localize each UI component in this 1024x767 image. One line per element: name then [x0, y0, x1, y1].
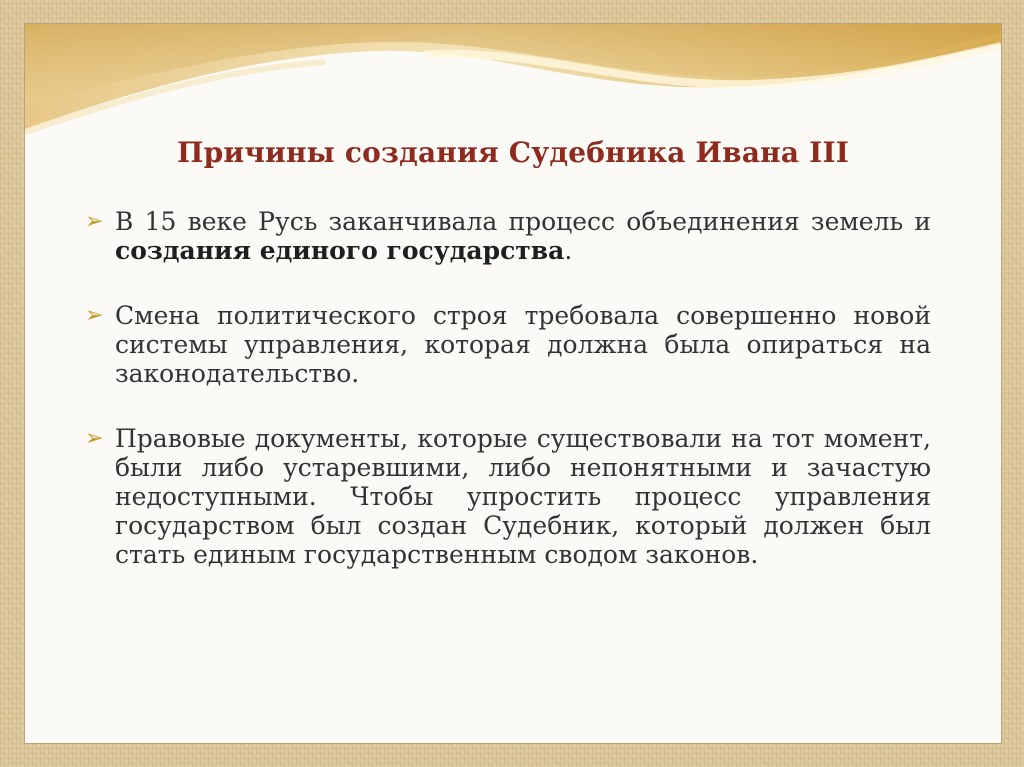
- bullet-text: [115, 301, 931, 388]
- bullet-text: [115, 424, 931, 569]
- arrow-bullet-icon: ➢: [85, 209, 104, 234]
- bullet-text-plain: Смена политического строя требовала совершенно новой системы управления, которая должна была опираться на законодательство.: [115, 301, 931, 388]
- arrow-bullet-icon: ➢: [85, 303, 104, 328]
- bullet-item: [85, 301, 931, 388]
- slide-title: Причины создания Судебника Ивана III: [176, 136, 850, 169]
- bullet-text: [115, 207, 931, 265]
- arrow-bullet-icon: ➢: [85, 426, 104, 451]
- bullet-text-bold: создания единого государства: [115, 236, 565, 265]
- slide: [24, 23, 1002, 744]
- bullet-item: [85, 207, 931, 265]
- bullet-text-plain: Правовые документы, которые существовали на тот момент, были либо устаревшими, либо непонятными и зачастую недоступными. Чтобы упростить процесс управления государством был создан Судебник, который должен был стать единым государственным сводом законов.: [115, 424, 931, 569]
- bullet-text-plain: В 15 веке Русь заканчивала процесс объединения земель и: [115, 207, 931, 236]
- decorative-wave-band: [25, 24, 1001, 149]
- bullet-item: [85, 424, 931, 569]
- bullet-list: [85, 207, 931, 605]
- bullet-text-end: .: [564, 236, 573, 265]
